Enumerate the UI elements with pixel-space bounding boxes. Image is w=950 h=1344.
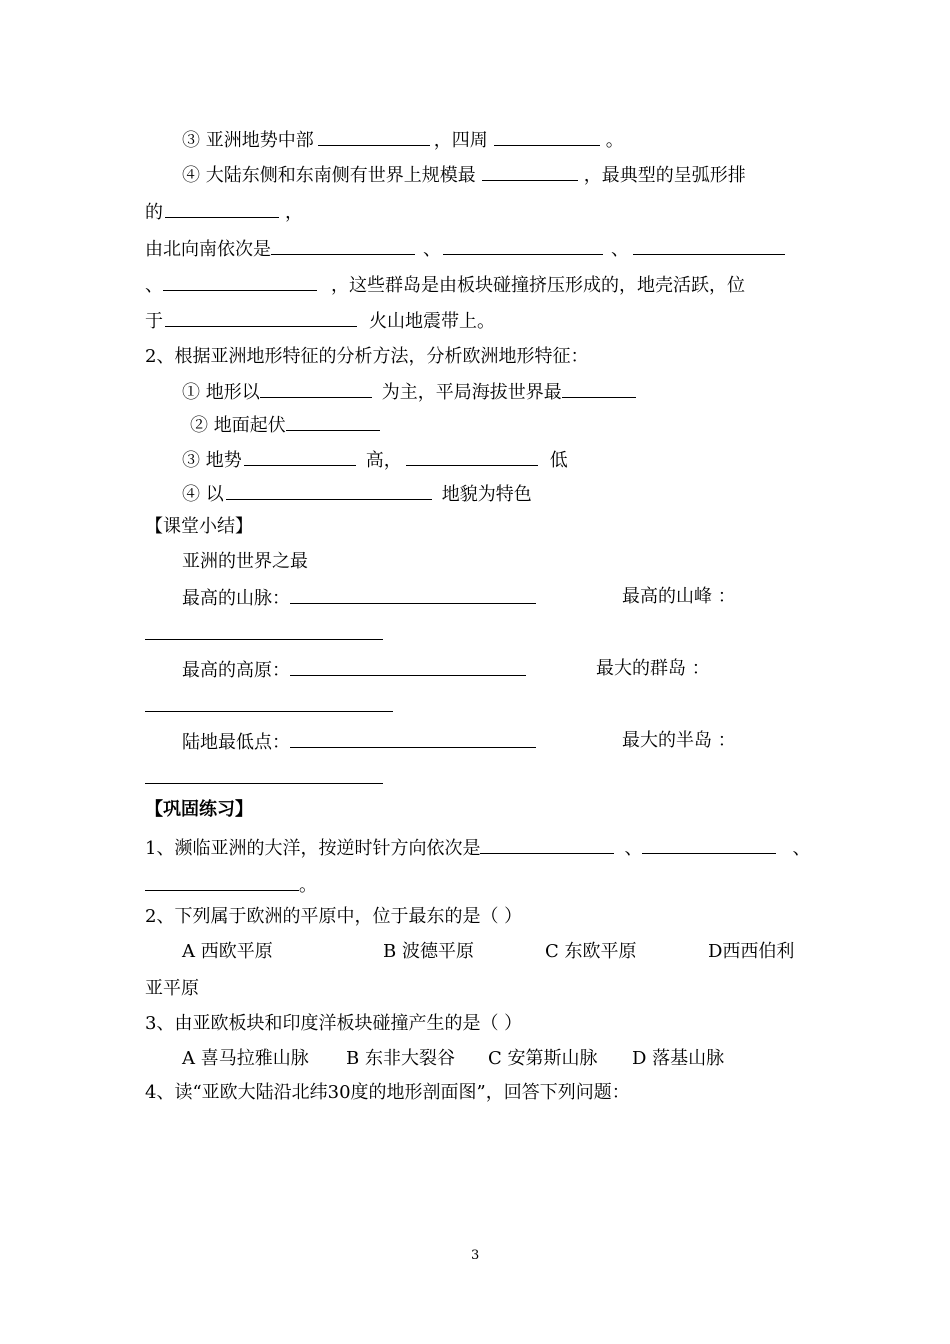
text: 火山地震带上。 (369, 311, 495, 332)
text: 、 (611, 239, 629, 260)
answer-blank[interactable] (165, 199, 279, 218)
text: 的 (145, 202, 163, 223)
answer-blank[interactable] (260, 379, 372, 398)
text: 。 (605, 130, 624, 151)
answer-blank[interactable] (443, 236, 603, 255)
practice-heading: 【巩固练习】 (145, 799, 253, 820)
answer-blank[interactable] (145, 872, 299, 891)
answer-blank[interactable] (494, 127, 600, 146)
answer-blank[interactable] (290, 729, 536, 748)
practice-q3-option-c[interactable]: C 安第斯山脉 (488, 1048, 598, 1069)
text: 、 (423, 239, 441, 260)
answer-blank[interactable] (318, 127, 430, 146)
practice-q1 (145, 835, 810, 861)
text: 、 (792, 838, 811, 859)
text: 低 (549, 450, 568, 471)
q2-item-2 (190, 412, 380, 438)
text: ③ 亚洲地势中部 (182, 130, 314, 151)
summary-row-3-right: 最大的半岛 ： (622, 730, 736, 751)
answer-blank[interactable] (482, 162, 578, 181)
summary-row-1-right: 最高的山峰 ： (622, 586, 736, 607)
practice-q3-option-b[interactable]: B 东非大裂谷 (346, 1048, 455, 1069)
practice-q2-option-c[interactable]: C 东欧平原 (545, 941, 637, 962)
q2-item-3 (182, 447, 568, 473)
line-terrain-center (182, 127, 624, 153)
text: 最高的高原： (182, 660, 290, 681)
answer-blank[interactable] (145, 783, 383, 784)
practice-q2-option-a[interactable]: A 西欧平原 (182, 941, 273, 962)
answer-blank[interactable] (145, 711, 393, 712)
practice-q2-option-b[interactable]: B 波德平原 (383, 941, 474, 962)
text: 由北向南依次是 (145, 239, 271, 260)
answer-blank[interactable] (633, 236, 785, 255)
line-islands (182, 162, 746, 188)
answer-blank[interactable] (290, 657, 526, 676)
practice-q3-option-d[interactable]: D 落基山脉 (632, 1048, 725, 1069)
text: 于 (145, 311, 163, 332)
text: ① 地形以 (182, 382, 260, 403)
line-north-south (145, 236, 785, 262)
text: 、 (624, 838, 643, 859)
text: 1、濒临亚洲的大洋，按逆时针方向依次是 (145, 838, 481, 859)
q2-item-1 (182, 379, 636, 405)
practice-q2: 2、下列属于欧洲的平原中，位于最东的是（ ） (145, 906, 523, 927)
summary-row-1 (182, 585, 536, 611)
practice-q3: 3、由亚欧板块和印度洋板块碰撞产生的是（ ） (145, 1013, 523, 1034)
practice-q1-cont (145, 872, 317, 898)
text: ③ 地势 (182, 450, 242, 471)
summary-heading: 【课堂小结】 (145, 516, 253, 537)
line-volcano (145, 308, 495, 334)
answer-blank[interactable] (165, 308, 357, 327)
text: ② 地面起伏 (190, 415, 286, 436)
answer-blank[interactable] (290, 585, 536, 604)
answer-blank[interactable] (562, 379, 636, 398)
question-2-title: 2、根据亚洲地形特征的分析方法，分析欧洲地形特征： (145, 346, 589, 367)
page-number: 3 (471, 1248, 480, 1263)
practice-q3-option-a[interactable]: A 喜马拉雅山脉 (182, 1048, 309, 1069)
practice-q4: 4、读“亚欧大陆沿北纬30度的地形剖面图”，回答下列问题： (145, 1082, 630, 1103)
line-islands-cont (145, 199, 303, 225)
answer-blank[interactable] (642, 835, 776, 854)
practice-q2-option-d-cont: 亚平原 (145, 978, 199, 999)
summary-row-3 (182, 729, 536, 755)
text: 为主，平局海拔世界最 (381, 382, 562, 403)
answer-blank[interactable] (244, 447, 356, 466)
text: 地貌为特色 (441, 484, 532, 505)
answer-blank[interactable] (226, 481, 432, 500)
summary-subtitle: 亚洲的世界之最 (182, 551, 308, 572)
text: ， (285, 202, 303, 223)
answer-blank[interactable] (163, 272, 317, 291)
answer-blank[interactable] (406, 447, 538, 466)
text: ④ 以 (182, 484, 224, 505)
practice-q2-option-d[interactable]: D西西伯利 (708, 941, 795, 962)
answer-blank[interactable] (286, 412, 380, 431)
q2-item-4 (182, 481, 532, 507)
answer-blank[interactable] (480, 835, 614, 854)
text: ，四周 (433, 130, 488, 151)
text: 高， (365, 450, 402, 471)
text: 。 (299, 875, 317, 896)
summary-row-2 (182, 657, 526, 683)
text: 、 (145, 275, 163, 296)
text: 最高的山脉： (182, 588, 290, 609)
line-islands-formation (145, 272, 745, 298)
text: ，这些群岛是由板块碰撞挤压形成的，地壳活跃，位 (331, 275, 745, 296)
text: ，最典型的呈弧形排 (583, 165, 746, 186)
summary-row-2-right: 最大的群岛 ： (596, 658, 710, 679)
answer-blank[interactable] (145, 639, 383, 640)
text: 陆地最低点： (182, 732, 290, 753)
answer-blank[interactable] (271, 236, 415, 255)
text: ④ 大陆东侧和东南侧有世界上规模最 (182, 165, 476, 186)
